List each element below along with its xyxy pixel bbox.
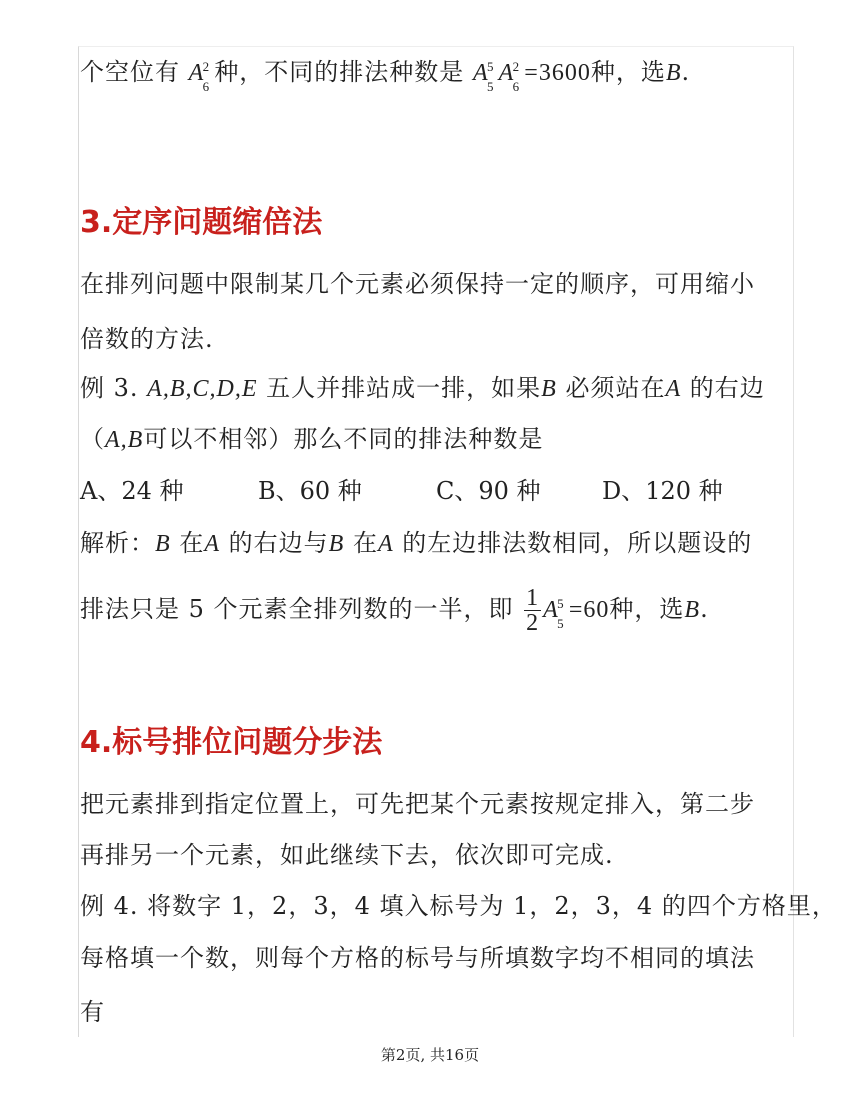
permutation-a62: A 2 6 bbox=[188, 59, 211, 94]
option-c: C、90 种 bbox=[436, 477, 541, 505]
text: 种，选 bbox=[590, 58, 666, 86]
solution-line1: 解析：B 在A 的右边与B 在A 的左边排法数相同，所以题设的 bbox=[80, 529, 753, 557]
permutation-a62: A 2 6 bbox=[498, 59, 521, 94]
option-a: A、24 种 bbox=[80, 477, 184, 505]
paragraph-line: 在排列问题中限制某几个元素必须保持一定的顺序，可用缩小 bbox=[80, 270, 755, 298]
option-b: B、60 种 bbox=[258, 477, 362, 505]
example-3-line2: （A,B可以不相邻）那么不同的排法种数是 bbox=[80, 425, 544, 453]
text: 个空位有 bbox=[80, 58, 180, 86]
solution-line2: 排法只是 5 个元素全排列数的一半，即 $\frac{1}{2}$ A 5 5 =60种，选B. bbox=[80, 585, 709, 636]
option-d: D、120 种 bbox=[602, 477, 723, 505]
example-4-line1: 例 4. 将数字 1，2，3，4 填入标号为 1，2，3，4 的四个方格里， bbox=[80, 892, 837, 920]
paragraph-line: 倍数的方法. bbox=[80, 325, 214, 353]
answer-letter: B bbox=[665, 60, 682, 86]
paragraph-line: 再排另一个元素，如此继续下去，依次即可完成. bbox=[80, 841, 614, 869]
text: 种，不同的排法种数是 bbox=[214, 58, 465, 86]
section-heading-3: 3.定序问题缩倍法 bbox=[80, 205, 323, 240]
section-heading-4: 4.标号排位问题分步法 bbox=[80, 725, 383, 760]
continuation-line: 个空位有 A 2 6 种，不同的排法种数是 A 5 5 A 2 6 =3600种，选B. bbox=[80, 58, 691, 94]
example-4-line3: 有 bbox=[80, 998, 105, 1026]
fraction-one-half: $\frac{1}{2}$ bbox=[526, 585, 540, 636]
example-4-line2: 每格填一个数，则每个方格的标号与所填数字均不相同的填法 bbox=[80, 944, 755, 972]
page-number-footer: 第2页, 共16页 bbox=[380, 1046, 480, 1064]
permutation-a55: A 5 5 bbox=[472, 59, 495, 94]
example-3-line1: 例 3. A,B,C,D,E 五人并排站成一排，如果B 必须站在A 的右边 bbox=[80, 374, 765, 402]
paragraph-line: 把元素排到指定位置上，可先把某个元素按规定排入，第二步 bbox=[80, 790, 755, 818]
result-value: =3600 bbox=[524, 60, 591, 86]
permutation-a55: A 5 5 bbox=[543, 596, 565, 631]
